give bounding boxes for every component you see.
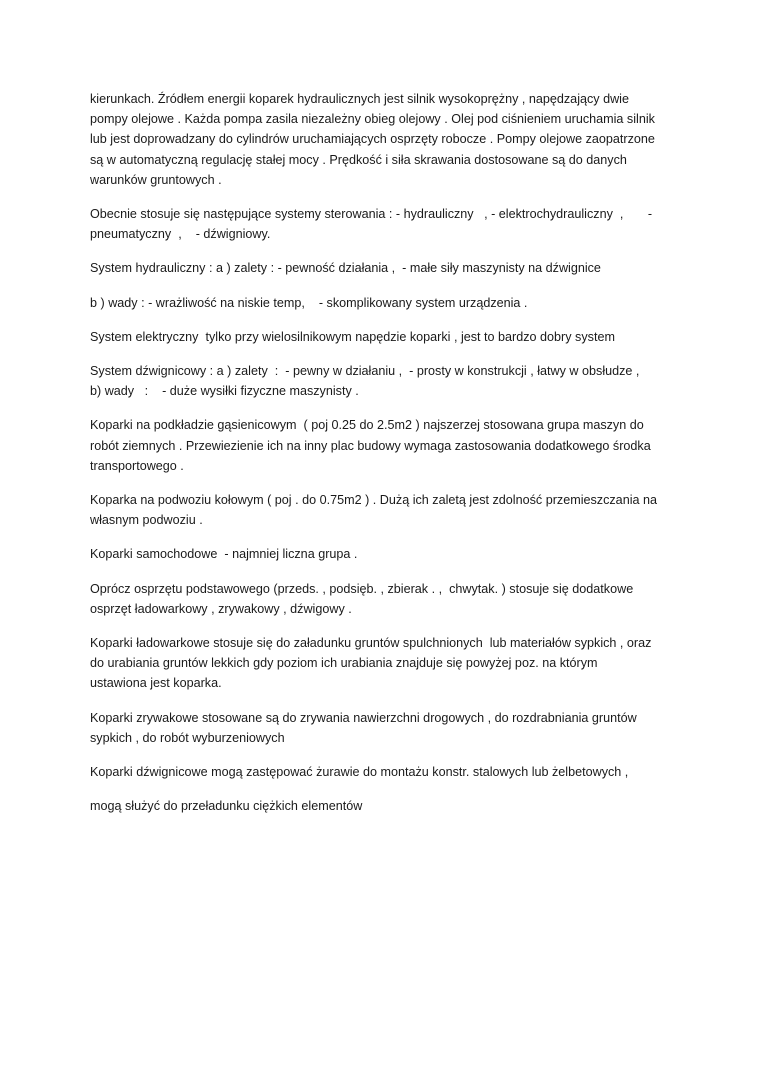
text-line: Obecnie stosuje się następujące systemy sterowania : - hydrauliczny , - elektrochydrauliczny , - (90, 207, 653, 222)
text-line: Koparki samochodowe - najmniej liczna grupa . (90, 547, 358, 562)
text-line: mogą służyć do przeładunku ciężkich elementów (90, 799, 363, 814)
text-line: System dźwignicowy : a ) zalety : - pewny w działaniu , - prosty w konstrukcji , łatwy w obsłudze , (90, 364, 640, 379)
text-line: Koparki zrywakowe stosowane są do zrywania nawierzchni drogowych , do rozdrabniania gruntów (90, 710, 637, 725)
text-line: Koparki ładowarkowe stosuje się do załadunku gruntów spulchnionych lub materiałów sypkich , oraz (90, 636, 652, 651)
text-line: warunków gruntowych . (90, 172, 222, 187)
paragraph-loader-excavators (90, 633, 672, 694)
text-line: pneumatyczny , - dźwigniowy. (90, 227, 271, 242)
text-line: System elektryczny tylko przy wielosilnikowym napędzie koparki , jest to bardzo dobry system (90, 329, 615, 344)
paragraph-additional-equipment (90, 579, 672, 619)
paragraph-heavy-elements (90, 796, 672, 816)
paragraph-hydraulic-system-advantages (90, 258, 672, 278)
paragraph-hydraulic-excavators-energy (90, 89, 672, 190)
text-line: osprzęt ładowarkowy , zrywakowy , dźwigowy . (90, 601, 352, 616)
paragraph-truck-excavators (90, 544, 672, 564)
paragraph-wheeled-excavator (90, 490, 672, 530)
text-line: do urabiania gruntów lekkich gdy poziom ich urabiania znajduje się powyżej poz. na którym (90, 656, 598, 671)
document-body (90, 89, 672, 830)
paragraph-ripper-excavators (90, 708, 672, 748)
text-line: ustawiona jest koparka. (90, 676, 222, 691)
text-line: lub jest doprowadzany do cylindrów uruchamiających osprzęty robocze . Pompy olejowe zaopatrzone (90, 132, 655, 147)
text-line: są w automatyczną regulację stałej mocy . Prędkość i siła skrawania dostosowane są do danych (90, 152, 627, 167)
paragraph-crane-excavators (90, 762, 672, 782)
text-line: własnym podwoziu . (90, 513, 203, 528)
text-line: Oprócz osprzętu podstawowego (przeds. , podsięb. , zbierak . , chwytak. ) stosuje się dodatkowe (90, 581, 634, 596)
paragraph-hydraulic-system-disadvantages (90, 293, 672, 313)
text-line: kierunkach. Źródłem energii koparek hydraulicznych jest silnik wysokoprężny , napędzający dwie (90, 92, 629, 106)
text-line: transportowego . (90, 458, 184, 473)
text-line: b) wady : - duże wysiłki fizyczne maszynisty . (90, 384, 359, 399)
text-line: Koparki dźwignicowe mogą zastępować żurawie do montażu konstr. stalowych lub żelbetowych , (90, 765, 629, 780)
paragraph-electric-system (90, 327, 672, 347)
text-line: robót ziemnych . Przewiezienie ich na inny plac budowy wymaga zastosowania dodatkowego środka (90, 438, 651, 453)
paragraph-crawler-excavators (90, 415, 672, 476)
paragraph-lever-system (90, 361, 672, 401)
text-line: System hydrauliczny : a ) zalety : - pewność działania , - małe siły maszynisty na dźwignice (90, 261, 601, 276)
text-line: sypkich , do robót wyburzeniowych (90, 730, 285, 745)
paragraph-control-systems (90, 204, 672, 244)
text-line: Koparki na podkładzie gąsienicowym ( poj 0.25 do 2.5m2 ) najszerzej stosowana grupa maszyn do (90, 418, 644, 433)
text-line: b ) wady : - wrażliwość na niskie temp, - skomplikowany system urządzenia . (90, 295, 528, 310)
text-line: pompy olejowe . Każda pompa zasila niezależny obieg olejowy . Olej pod ciśnieniem uruchamia silnik (90, 112, 655, 127)
text-line: Koparka na podwoziu kołowym ( poj . do 0.75m2 ) . Dużą ich zaletą jest zdolność przemieszczania na (90, 493, 658, 508)
